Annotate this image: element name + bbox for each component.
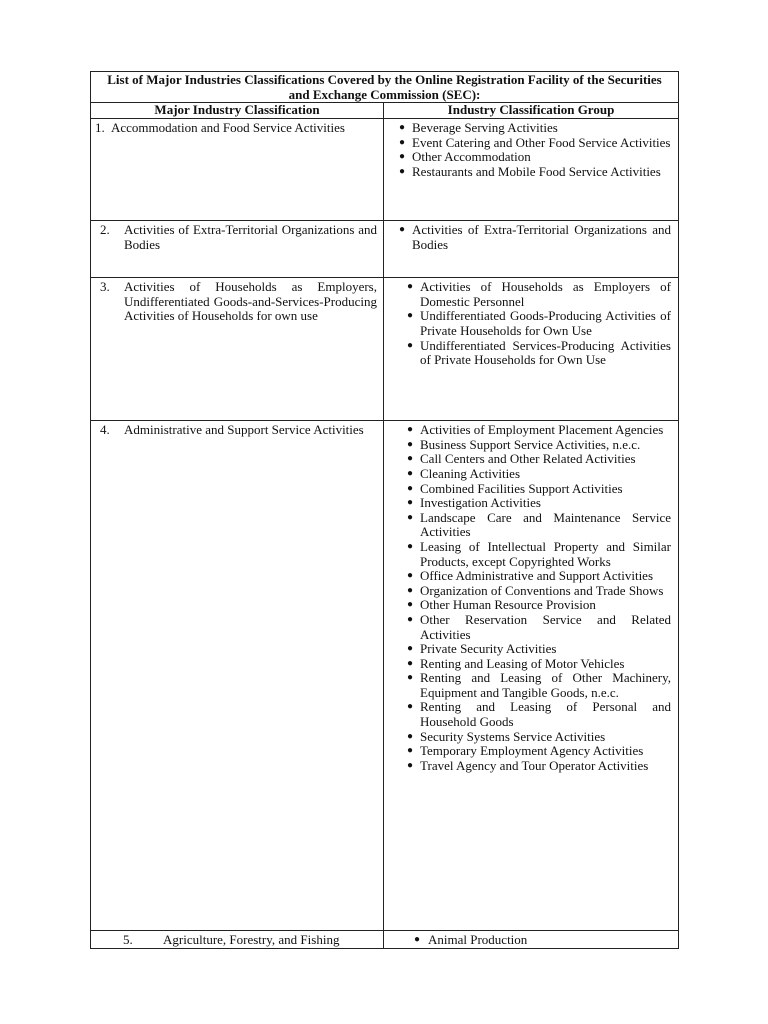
group-text: Private Security Activities <box>420 641 557 657</box>
bullet-icon: ● <box>406 453 414 465</box>
bullet-icon: ● <box>406 657 414 669</box>
bullet-icon: ● <box>398 165 406 177</box>
bullet-icon: ● <box>406 438 414 450</box>
group-text: Security Systems Service Activities <box>420 728 606 744</box>
group-text: Undifferentiated Services-Producing Activities of Private Households for Own Use <box>420 337 671 368</box>
classification-name: Activities of Households as Employers, Undifferentiated Goods-and-Services-Producing Activities of Households for own use <box>124 279 377 324</box>
list-item <box>392 467 671 482</box>
group-cell <box>384 119 679 221</box>
list-item <box>392 438 671 453</box>
bullet-icon: ● <box>398 224 406 236</box>
group-text: Animal Production <box>428 932 528 948</box>
column-header-classification: Major Industry Classification <box>91 103 384 119</box>
bullet-icon: ● <box>406 584 414 596</box>
bullet-icon: ● <box>406 613 414 625</box>
row-number: 3. <box>100 279 110 295</box>
group-text: Activities of Extra-Territorial Organizations and Bodies <box>412 222 671 252</box>
group-text: Beverage Serving Activities <box>412 120 558 136</box>
group-text: Other Reservation Service and Related Activities <box>420 611 671 642</box>
group-text: Activities of Households as Employers of Domestic Personnel <box>420 279 671 309</box>
group-text: Renting and Leasing of Other Machinery, Equipment and Tangible Goods, n.e.c. <box>420 670 671 700</box>
group-text: Business Support Service Activities, n.e.c. <box>420 436 641 452</box>
column-header-group: Industry Classification Group <box>384 103 679 119</box>
bullet-icon: ● <box>406 497 414 509</box>
table-row <box>91 119 679 221</box>
bullet-icon: ● <box>406 310 414 322</box>
list-item <box>392 121 671 136</box>
group-text: Organization of Conventions and Trade Shows <box>420 582 664 598</box>
list-item <box>392 540 671 569</box>
list-item <box>392 452 671 467</box>
list-item <box>392 339 671 368</box>
bullet-icon: ● <box>406 759 414 771</box>
group-text: Leasing of Intellectual Property and Similar Products, except Copyrighted Works <box>420 538 671 569</box>
bullet-icon: ● <box>406 540 414 552</box>
row-number: 1. <box>95 120 105 136</box>
table-row <box>91 221 679 278</box>
group-text: Other Human Resource Provision <box>420 597 596 613</box>
list-item <box>392 642 671 657</box>
group-text: Restaurants and Mobile Food Service Activities <box>412 163 661 179</box>
list-item <box>392 730 671 745</box>
list-item <box>392 584 671 599</box>
group-text: Landscape Care and Maintenance Service Activities <box>420 509 671 540</box>
bullet-icon: ● <box>406 701 414 713</box>
list-item <box>392 657 671 672</box>
group-text: Cleaning Activities <box>420 465 521 481</box>
classification-cell <box>91 221 384 278</box>
list-item <box>392 598 671 613</box>
table-title: List of Major Industries Classifications Covered by the Online Registration Facility of the Securities and Exchange Commission (SEC): <box>91 72 679 103</box>
classification-name: Administrative and Support Service Activities <box>124 422 364 438</box>
group-text: Renting and Leasing of Personal and Household Goods <box>420 699 671 730</box>
classification-text: Accommodation and Food Service Activities <box>111 120 345 136</box>
group-text: Investigation Activities <box>420 495 541 511</box>
list-item <box>392 613 671 642</box>
classification-name: Agriculture, Forestry, and Fishing <box>163 932 340 948</box>
list-item <box>392 700 671 729</box>
group-text: Renting and Leasing of Motor Vehicles <box>420 655 625 671</box>
list-item <box>392 309 671 338</box>
group-cell <box>384 278 679 421</box>
bullet-icon: ● <box>406 424 414 436</box>
list-item <box>392 759 671 774</box>
list-item <box>392 671 671 700</box>
bullet-icon: ● <box>398 122 406 134</box>
industry-classification-table <box>90 71 679 949</box>
group-cell <box>384 221 679 278</box>
table-row <box>91 278 679 421</box>
bullet-icon: ● <box>406 570 414 582</box>
list-item <box>392 569 671 584</box>
bullet-icon: ● <box>406 672 414 684</box>
bullet-icon: ● <box>406 339 414 351</box>
bullet-icon: ● <box>406 599 414 611</box>
list-item <box>392 223 671 252</box>
bullet-icon: ● <box>406 730 414 742</box>
bullet-icon: ● <box>406 745 414 757</box>
group-text: Combined Facilities Support Activities <box>420 480 623 496</box>
bullet-icon: ● <box>406 281 414 293</box>
classification-name: Activities of Extra-Territorial Organizations and Bodies <box>124 222 377 252</box>
group-text: Travel Agency and Tour Operator Activities <box>420 757 649 773</box>
group-text: Undifferentiated Goods-Producing Activities of Private Households for Own Use <box>420 308 671 338</box>
classification-name <box>111 121 377 136</box>
group-text: Other Accommodation <box>412 149 531 165</box>
list-item <box>392 482 671 497</box>
classification-cell <box>91 421 384 931</box>
group-text: Event Catering and Other Food Service Activities <box>412 134 671 150</box>
list-item <box>392 423 671 438</box>
group-text: Office Administrative and Support Activities <box>420 568 654 584</box>
group-cell <box>384 421 679 931</box>
list-item <box>392 280 671 309</box>
row-number: 4. <box>100 422 110 438</box>
list-item <box>392 150 671 165</box>
row-number: 2. <box>100 222 110 238</box>
classification-cell <box>91 931 384 949</box>
bullet-icon: ● <box>406 482 414 494</box>
bullet-icon: ● <box>398 151 406 163</box>
bullet-icon: ● <box>406 643 414 655</box>
classification-cell <box>91 278 384 421</box>
list-item <box>392 933 671 948</box>
classification-cell <box>91 119 384 221</box>
list-item <box>392 136 671 151</box>
list-item <box>392 165 671 180</box>
bullet-icon: ● <box>406 467 414 479</box>
list-item <box>392 744 671 759</box>
row-number: 5. <box>123 932 133 948</box>
list-item <box>392 511 671 540</box>
list-item <box>392 496 671 511</box>
table-row <box>91 421 679 931</box>
bullet-icon: ● <box>398 136 406 148</box>
group-text: Temporary Employment Agency Activities <box>420 743 644 759</box>
table-row <box>91 931 679 949</box>
group-text: Activities of Employment Placement Agencies <box>420 422 664 438</box>
group-cell <box>384 931 679 949</box>
group-text: Call Centers and Other Related Activities <box>420 451 636 467</box>
bullet-icon: ● <box>406 511 414 523</box>
bullet-icon: ● <box>413 934 421 946</box>
